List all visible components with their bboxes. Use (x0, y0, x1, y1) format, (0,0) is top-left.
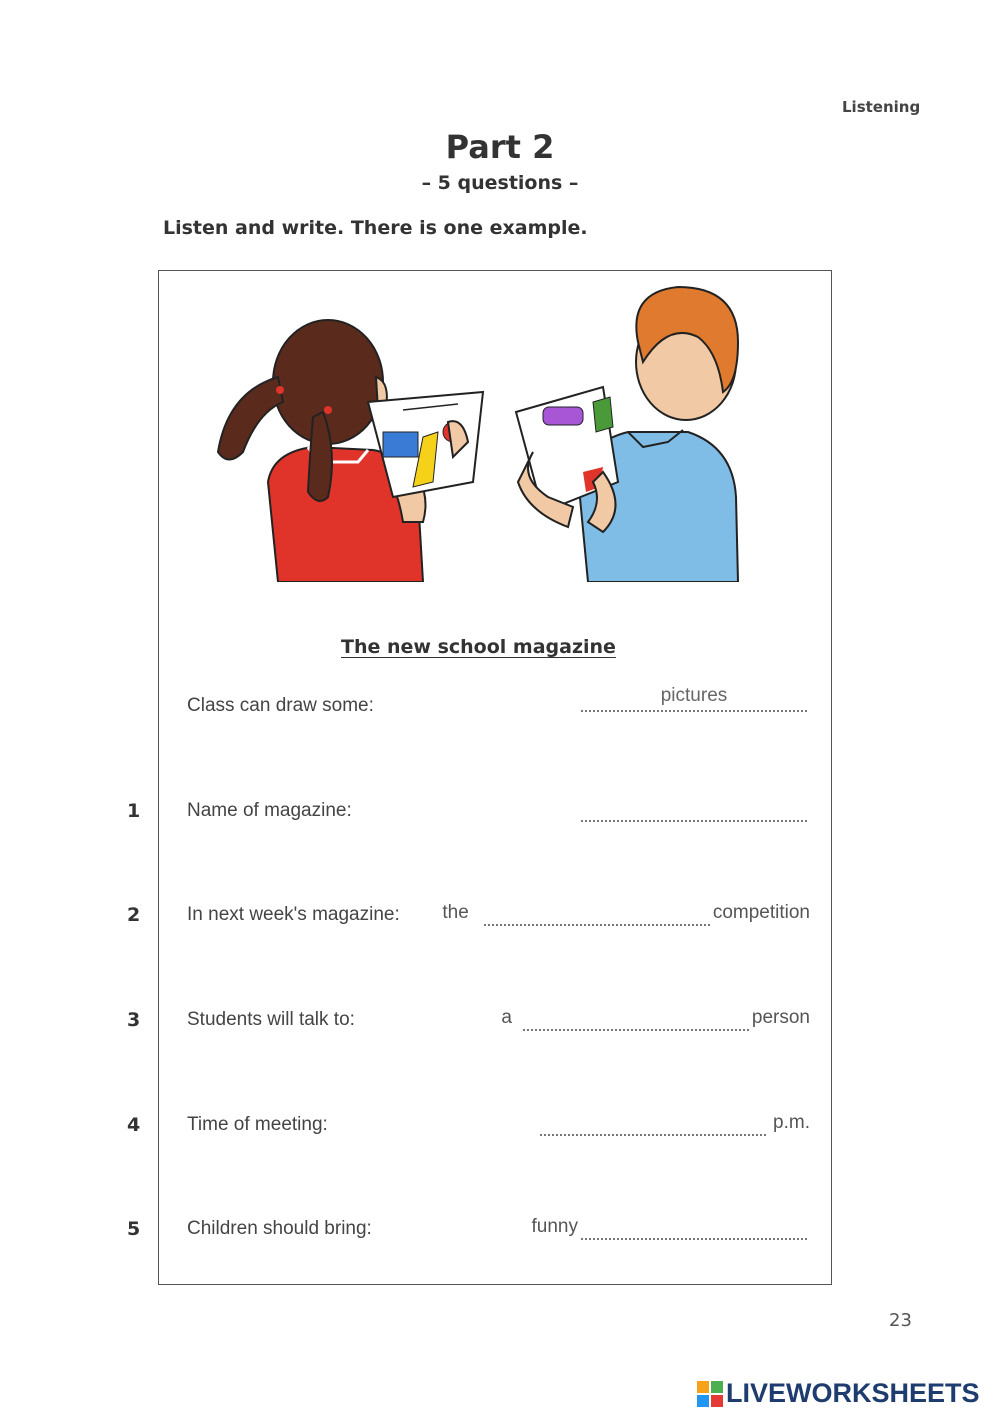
example-answer-text: pictures (660, 685, 728, 706)
question-label: Students will talk to: (187, 1009, 355, 1030)
magazine-title: The new school magazine (341, 636, 616, 658)
answer-prefix: funny (531, 1216, 578, 1237)
children-reading-magazines-illustration (198, 282, 758, 582)
example-blank (581, 685, 807, 712)
question-number: 1 (127, 800, 141, 822)
answer-suffix: competition (712, 902, 810, 923)
answer-prefix: a (501, 1007, 512, 1028)
question-answer (532, 1216, 810, 1240)
question-answer (537, 1112, 810, 1136)
page-number: 23 (889, 1310, 912, 1331)
question-number: 2 (127, 904, 141, 926)
section-label: Listening (842, 98, 921, 116)
answer-blank-3[interactable] (523, 1007, 749, 1031)
question-answer (501, 1007, 810, 1031)
girl-figure (218, 320, 483, 582)
question-number: 4 (127, 1114, 141, 1136)
answer-suffix: p.m. (773, 1112, 810, 1133)
example-label: Class can draw some: (187, 695, 374, 716)
answer-suffix: person (751, 1007, 810, 1028)
answer-blank-1[interactable] (581, 798, 807, 822)
boy-figure (516, 287, 738, 582)
answer-blank-4[interactable] (540, 1112, 766, 1136)
question-number: 5 (127, 1218, 141, 1240)
answer-blank-2[interactable] (484, 902, 710, 926)
question-label: Name of magazine: (187, 800, 352, 821)
brand-name: LIVEWORKSHEETS (726, 1378, 980, 1408)
question-label: Time of meeting: (187, 1114, 328, 1135)
instructions: Listen and write. There is one example. (163, 217, 588, 239)
part-subtitle: – 5 questions – (421, 172, 579, 194)
question-number: 3 (127, 1009, 141, 1031)
question-answer (578, 798, 810, 822)
answer-blank-5[interactable] (581, 1216, 807, 1240)
question-label: In next week's magazine: (187, 904, 400, 925)
brand[interactable] (697, 1378, 980, 1409)
question-label: Children should bring: (187, 1218, 372, 1239)
example-answer (578, 685, 810, 712)
answer-prefix: the (442, 902, 469, 923)
question-answer (442, 902, 810, 926)
liveworksheets-logo-icon (697, 1381, 723, 1407)
part-title: Part 2 (445, 128, 555, 166)
